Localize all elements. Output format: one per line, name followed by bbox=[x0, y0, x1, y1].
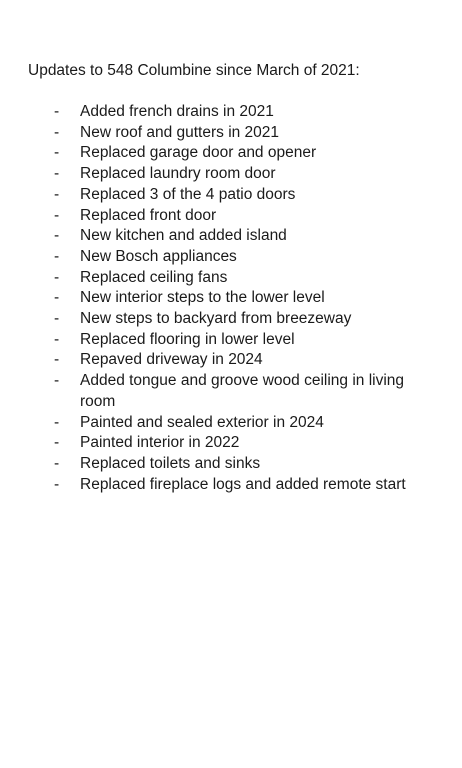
list-bullet: - bbox=[54, 310, 60, 328]
list-bullet: - bbox=[54, 413, 60, 431]
list-bullet: - bbox=[54, 123, 60, 141]
list-bullet: - bbox=[54, 185, 60, 203]
list-bullet: - bbox=[54, 330, 60, 348]
document-heading: Updates to 548 Columbine since March of 2021: bbox=[28, 62, 360, 79]
list-item bbox=[0, 433, 425, 454]
list-bullet: - bbox=[54, 144, 60, 162]
list-bullet: - bbox=[54, 372, 60, 390]
list-item-text: Replaced 3 of the 4 patio doors bbox=[80, 185, 296, 203]
list-item bbox=[0, 268, 425, 289]
list-item bbox=[0, 123, 425, 144]
list-item bbox=[0, 164, 425, 185]
list-item bbox=[0, 371, 425, 412]
list-item-text: Replaced fireplace logs and added remote start bbox=[80, 475, 406, 493]
list-item bbox=[0, 247, 425, 268]
list-item-text: Replaced toilets and sinks bbox=[80, 454, 261, 472]
list-bullet: - bbox=[54, 289, 60, 307]
list-item bbox=[0, 454, 425, 475]
list-item bbox=[0, 309, 425, 330]
list-item-text: Replaced ceiling fans bbox=[80, 268, 228, 286]
list-item bbox=[0, 413, 425, 434]
list-bullet: - bbox=[54, 268, 60, 286]
list-item bbox=[0, 350, 425, 371]
list-bullet: - bbox=[54, 206, 60, 224]
list-item-text: New kitchen and added island bbox=[80, 227, 287, 245]
list-item bbox=[0, 330, 425, 351]
list-bullet: - bbox=[54, 165, 60, 183]
list-item-text: Replaced garage door and opener bbox=[80, 144, 317, 162]
list-bullet: - bbox=[54, 475, 60, 493]
list-item bbox=[0, 185, 425, 206]
list-item bbox=[0, 226, 425, 247]
list-item bbox=[0, 475, 425, 496]
list-item-text: Replaced front door bbox=[80, 206, 217, 224]
list-item-text: New roof and gutters in 2021 bbox=[80, 123, 280, 141]
list-bullet: - bbox=[54, 454, 60, 472]
list-item-text: Replaced laundry room door bbox=[80, 165, 276, 183]
list-item-text: Repaved driveway in 2024 bbox=[80, 351, 263, 369]
list-item-text: New interior steps to the lower level bbox=[80, 289, 325, 307]
list-bullet: - bbox=[54, 434, 60, 452]
list-item bbox=[0, 143, 425, 164]
list-bullet: - bbox=[54, 103, 60, 120]
list-item-text: Painted interior in 2022 bbox=[80, 434, 240, 452]
list-item-text: Added french drains in 2021 bbox=[80, 103, 274, 120]
list-item bbox=[0, 102, 425, 123]
list-item-text: Replaced flooring in lower level bbox=[80, 330, 295, 348]
list-bullet: - bbox=[54, 227, 60, 245]
list-item bbox=[0, 288, 425, 309]
list-item-text: New steps to backyard from breezeway bbox=[80, 310, 352, 328]
list-item-text: Added tongue and groove wood ceiling in living room bbox=[80, 372, 405, 410]
list-item bbox=[0, 206, 425, 227]
list-bullet: - bbox=[54, 351, 60, 369]
list-bullet: - bbox=[54, 247, 60, 265]
updates-list bbox=[0, 102, 425, 495]
list-item-text: New Bosch appliances bbox=[80, 247, 237, 265]
list-item-text: Painted and sealed exterior in 2024 bbox=[80, 413, 324, 431]
